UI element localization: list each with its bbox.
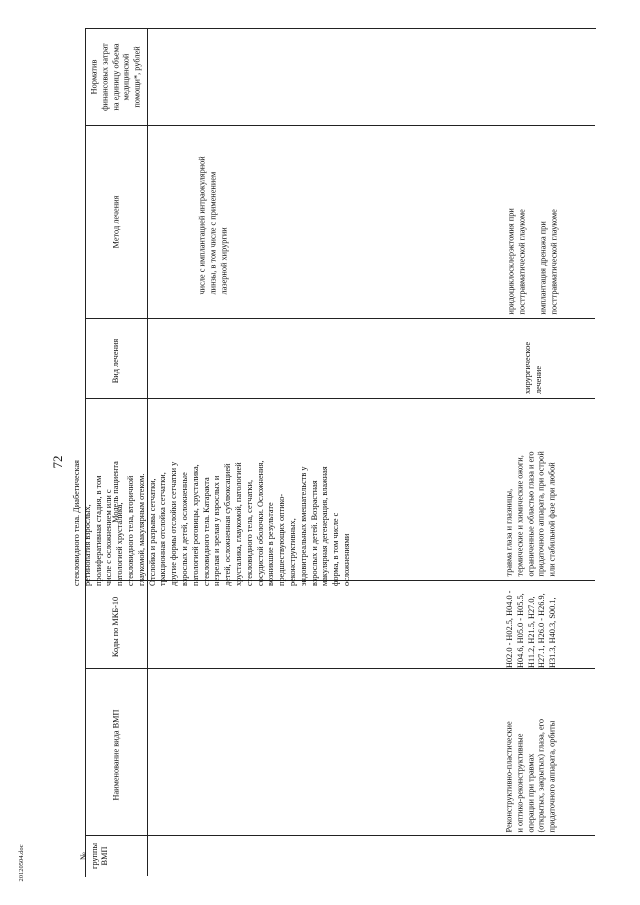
col-divider-method-type	[85, 318, 595, 319]
page-number: 72	[50, 455, 65, 469]
header-icd-codes: Коды по МКБ-10	[110, 596, 120, 658]
row1-treatment-method: числе с имплантацией интраокулярной линзы, в том числе с применением лазерной хирургии	[197, 156, 229, 295]
col-divider-codes-name	[85, 668, 595, 669]
row2-treatment-type: хирургическое лечение	[522, 341, 543, 394]
header-treatment-method: Метод лечения	[110, 195, 120, 248]
header-group: № группы ВМП	[78, 842, 110, 870]
row2-treatment-method: иридоциклосклерэктомия при посттравматической глаукоме имплантация дренажа при посттравматической глаукоме	[506, 208, 559, 315]
row2-patient-model: травма глаза и глазницы, термические и химические ожоги, ограниченные областью глаза и его придаточного аппарата, при острой или стабильной фазе при любой	[504, 450, 557, 576]
row1-patient-model: стекловидного тела. Диабетическая ретинопатия взрослых, пролиферативная стадия, в том числе с осложнением или с патологией хрусталика, стекловидного тела, вторичной глаукомой, макулярным отеком. Отслойка и разрывы сетчатки, тракционная отслойка сетчатки, другие формы отслойки сетчатки у взрослых и детей, осложненные патологией роговицы, хрусталика, стекловидного тела. Катаракта незрелая и зрелая у взрослых и детей, осложненная сублюксацией хрусталика, глаукомой, патологией стекловидного тела, сетчатки, сосудистой оболочки. Осложнения, возникшие в результате предшествующих оптико- реконструктивных, эндовитреальных вмешательств у взрослых и детей. Возрастная макулярная дегенерация, влажная форма, в том числе с осложнениями	[72, 460, 351, 586]
row2-icd-codes: H02.0 - H02.5, H04.0 - H04.6, H05.0 - H05.5, H11.2, H21.5, H27.0, H27.1, H26.0 - H26.9, H31.3, H40.3, S00.1,	[504, 590, 557, 668]
col-divider-type-model	[85, 398, 595, 399]
header-financial-norm: Норматив финансовых затрат на единицу объема медицинской помощи*, рублей	[89, 42, 142, 111]
col-divider-norm-method	[85, 125, 595, 126]
header-treatment-type: Вид лечения	[110, 338, 120, 384]
footer-filename: 20120504.doc	[18, 844, 25, 882]
col-divider-name-group	[85, 835, 595, 836]
header-patient-model: Модель пациента	[110, 461, 120, 523]
row2-vmp-name: Реконструктивно-пластические и оптико-реконструктивные операции при травмах (открытых, закрытых) глаза, его придаточного аппарата, орбиты	[504, 718, 557, 832]
header-vmp-name: Наименование вида ВМП	[110, 709, 120, 801]
